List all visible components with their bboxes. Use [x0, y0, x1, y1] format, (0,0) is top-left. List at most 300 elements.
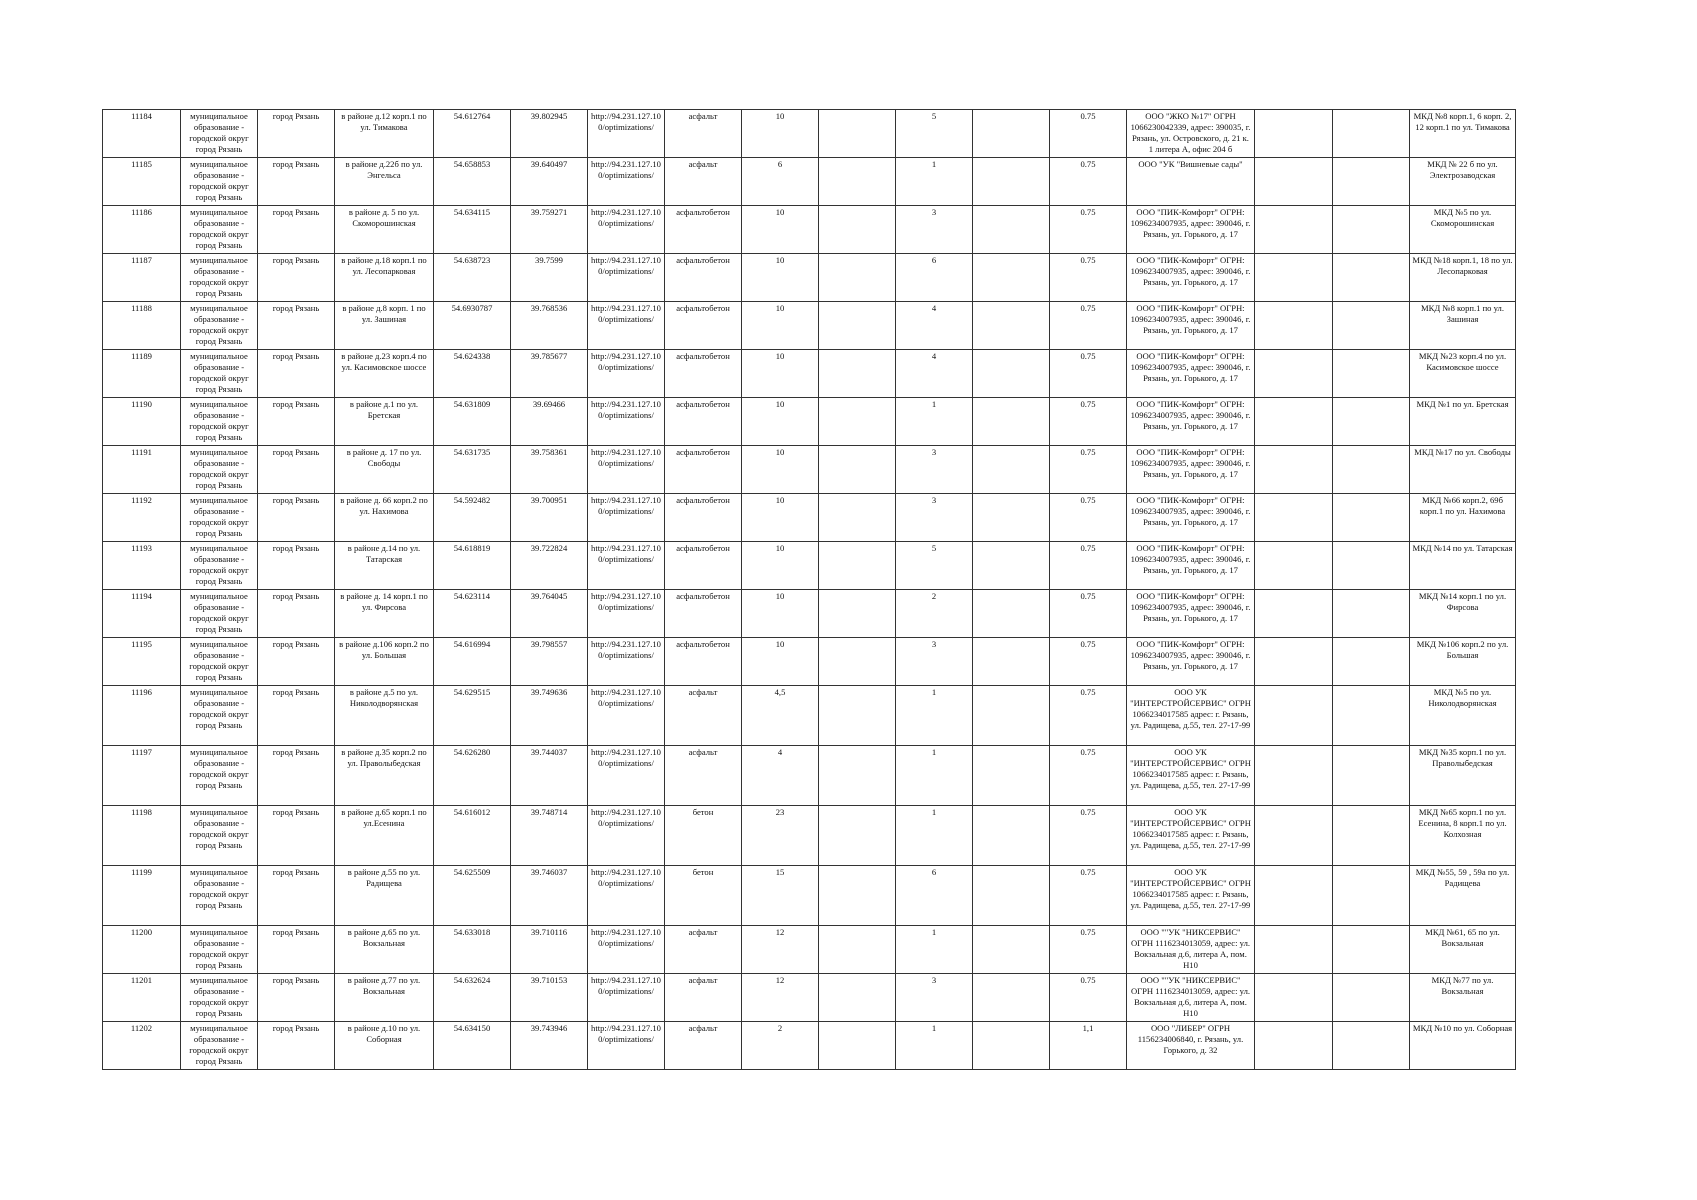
cell-location-description: в районе д.5 по ул. Николодворянская — [335, 686, 434, 746]
table-row — [103, 806, 1516, 866]
cell-col-15 — [1255, 254, 1333, 302]
cell-row-id: 11198 — [103, 806, 181, 866]
cell-longitude: 39.798557 — [511, 638, 588, 686]
cell-longitude: 39.700951 — [511, 494, 588, 542]
cell-latitude: 54.638723 — [434, 254, 511, 302]
cell-col-16 — [1333, 302, 1410, 350]
table-row — [103, 542, 1516, 590]
cell-row-id: 11192 — [103, 494, 181, 542]
cell-col-16 — [1333, 974, 1410, 1022]
cell-col-16 — [1333, 746, 1410, 806]
cell-city: город Рязань — [258, 542, 335, 590]
cell-col-12 — [973, 110, 1050, 158]
cell-container-count: 4 — [896, 302, 973, 350]
cell-container-count: 1 — [896, 158, 973, 206]
cell-map-url: http://94.231.127.10 0/optimizations/ — [588, 926, 665, 974]
cell-city: город Рязань — [258, 254, 335, 302]
cell-col-16 — [1333, 866, 1410, 926]
cell-col-15 — [1255, 974, 1333, 1022]
cell-location-description: в районе д.65 по ул. Вокзальная — [335, 926, 434, 974]
cell-col-12 — [973, 494, 1050, 542]
table-row — [103, 1022, 1516, 1070]
cell-col-12 — [973, 866, 1050, 926]
cell-city: город Рязань — [258, 806, 335, 866]
cell-location-description: в районе д.12 корп.1 по ул. Тимакова — [335, 110, 434, 158]
cell-container-count: 2 — [896, 590, 973, 638]
cell-surface-type: асфальтобетон — [665, 302, 742, 350]
cell-management-company: ООО УК "ИНТЕРСТРОЙСЕРВИС" ОГРН 1066234017585 адрес: г. Рязань, ул. Радищева, д.55, тел. 27-17-99 — [1127, 746, 1255, 806]
cell-area: 10 — [742, 398, 819, 446]
cell-col-15 — [1255, 398, 1333, 446]
cell-management-company: ООО УК "ИНТЕРСТРОЙСЕРВИС" ОГРН 1066234017585 адрес: г. Рязань, ул. Радищева, д.55, тел. 27-17-99 — [1127, 686, 1255, 746]
cell-latitude: 54.634150 — [434, 1022, 511, 1070]
cell-container-count: 1 — [896, 926, 973, 974]
cell-row-id: 11197 — [103, 746, 181, 806]
cell-map-url: http://94.231.127.10 0/optimizations/ — [588, 398, 665, 446]
cell-longitude: 39.69466 — [511, 398, 588, 446]
cell-container-count: 6 — [896, 254, 973, 302]
cell-served-buildings: МКД №23 корп.4 по ул. Касимовское шоссе — [1410, 350, 1516, 398]
cell-municipality: муниципальное образование - городской округ город Рязань — [181, 158, 258, 206]
cell-col-16 — [1333, 446, 1410, 494]
cell-col-12 — [973, 1022, 1050, 1070]
table-row — [103, 686, 1516, 746]
cell-col-15 — [1255, 302, 1333, 350]
cell-col-12 — [973, 446, 1050, 494]
cell-location-description: в районе д.1 по ул. Бретская — [335, 398, 434, 446]
cell-row-id: 11201 — [103, 974, 181, 1022]
cell-col-12 — [973, 206, 1050, 254]
cell-map-url: http://94.231.127.10 0/optimizations/ — [588, 590, 665, 638]
cell-municipality: муниципальное образование - городской округ город Рязань — [181, 446, 258, 494]
cell-col-16 — [1333, 206, 1410, 254]
cell-municipality: муниципальное образование - городской округ город Рязань — [181, 590, 258, 638]
cell-area: 12 — [742, 974, 819, 1022]
cell-location-description: в районе д.35 корп.2 по ул. Праволыбедская — [335, 746, 434, 806]
cell-city: город Рязань — [258, 1022, 335, 1070]
cell-col-12 — [973, 254, 1050, 302]
cell-row-id: 11195 — [103, 638, 181, 686]
cell-longitude: 39.759271 — [511, 206, 588, 254]
cell-location-description: в районе д.8 корп. 1 по ул. Зашиная — [335, 302, 434, 350]
cell-served-buildings: МКД №1 по ул. Бретская — [1410, 398, 1516, 446]
cell-management-company: ООО "ПИК-Комфорт" ОГРН: 1096234007935, адрес: 390046, г. Рязань, ул. Горького, д. 17 — [1127, 206, 1255, 254]
cell-col-16 — [1333, 158, 1410, 206]
cell-surface-type: асфальт — [665, 746, 742, 806]
cell-municipality: муниципальное образование - городской округ город Рязань — [181, 686, 258, 746]
table-row — [103, 638, 1516, 686]
cell-row-id: 11190 — [103, 398, 181, 446]
cell-latitude: 54.633018 — [434, 926, 511, 974]
cell-served-buildings: МКД №5 по ул. Николодворянская — [1410, 686, 1516, 746]
cell-col-10 — [819, 206, 896, 254]
cell-longitude: 39.749636 — [511, 686, 588, 746]
cell-row-id: 11185 — [103, 158, 181, 206]
cell-container-volume: 0.75 — [1050, 686, 1127, 746]
cell-col-16 — [1333, 1022, 1410, 1070]
cell-latitude: 54.658853 — [434, 158, 511, 206]
cell-col-15 — [1255, 206, 1333, 254]
cell-col-15 — [1255, 158, 1333, 206]
cell-container-volume: 0.75 — [1050, 974, 1127, 1022]
cell-longitude: 39.785677 — [511, 350, 588, 398]
cell-city: город Рязань — [258, 686, 335, 746]
cell-row-id: 11191 — [103, 446, 181, 494]
cell-col-16 — [1333, 926, 1410, 974]
cell-latitude: 54.624338 — [434, 350, 511, 398]
cell-map-url: http://94.231.127.10 0/optimizations/ — [588, 866, 665, 926]
cell-col-12 — [973, 974, 1050, 1022]
cell-container-volume: 0.75 — [1050, 926, 1127, 974]
cell-col-16 — [1333, 494, 1410, 542]
cell-municipality: муниципальное образование - городской округ город Рязань — [181, 110, 258, 158]
cell-latitude: 54.618819 — [434, 542, 511, 590]
cell-served-buildings: МКД №10 по ул. Соборная — [1410, 1022, 1516, 1070]
cell-container-volume: 0.75 — [1050, 638, 1127, 686]
cell-city: город Рязань — [258, 206, 335, 254]
cell-latitude: 54.632624 — [434, 974, 511, 1022]
cell-col-15 — [1255, 806, 1333, 866]
cell-col-15 — [1255, 638, 1333, 686]
cell-col-16 — [1333, 110, 1410, 158]
cell-city: город Рязань — [258, 866, 335, 926]
cell-area: 4 — [742, 746, 819, 806]
cell-col-16 — [1333, 590, 1410, 638]
cell-location-description: в районе д.22б по ул. Энгельса — [335, 158, 434, 206]
cell-container-volume: 0.75 — [1050, 494, 1127, 542]
cell-management-company: ООО "ПИК-Комфорт" ОГРН: 1096234007935, адрес: 390046, г. Рязань, ул. Горького, д. 17 — [1127, 494, 1255, 542]
cell-municipality: муниципальное образование - городской округ город Рязань — [181, 746, 258, 806]
cell-container-volume: 0.75 — [1050, 302, 1127, 350]
cell-map-url: http://94.231.127.10 0/optimizations/ — [588, 302, 665, 350]
cell-container-volume: 0.75 — [1050, 158, 1127, 206]
cell-col-16 — [1333, 398, 1410, 446]
cell-container-count: 4 — [896, 350, 973, 398]
cell-municipality: муниципальное образование - городской округ город Рязань — [181, 866, 258, 926]
cell-map-url: http://94.231.127.10 0/optimizations/ — [588, 446, 665, 494]
cell-latitude: 54.592482 — [434, 494, 511, 542]
cell-row-id: 11193 — [103, 542, 181, 590]
cell-municipality: муниципальное образование - городской округ город Рязань — [181, 926, 258, 974]
cell-container-volume: 1,1 — [1050, 1022, 1127, 1070]
cell-latitude: 54.616994 — [434, 638, 511, 686]
cell-col-16 — [1333, 686, 1410, 746]
cell-row-id: 11187 — [103, 254, 181, 302]
cell-served-buildings: МКД №18 корп.1, 18 по ул. Лесопарковая — [1410, 254, 1516, 302]
cell-management-company: ООО "ЛИБЕР" ОГРН 1156234006840, г. Рязань, ул. Горького, д. 32 — [1127, 1022, 1255, 1070]
cell-col-10 — [819, 590, 896, 638]
cell-col-12 — [973, 590, 1050, 638]
cell-row-id: 11188 — [103, 302, 181, 350]
cell-municipality: муниципальное образование - городской округ город Рязань — [181, 806, 258, 866]
cell-served-buildings: МКД №66 корп.2, 69б корп.1 по ул. Нахимова — [1410, 494, 1516, 542]
cell-area: 4,5 — [742, 686, 819, 746]
cell-container-count: 1 — [896, 746, 973, 806]
cell-surface-type: асфальтобетон — [665, 398, 742, 446]
cell-row-id: 11199 — [103, 866, 181, 926]
cell-served-buildings: МКД №5 по ул. Скоморошинская — [1410, 206, 1516, 254]
cell-col-15 — [1255, 1022, 1333, 1070]
cell-container-volume: 0.75 — [1050, 446, 1127, 494]
cell-map-url: http://94.231.127.10 0/optimizations/ — [588, 746, 665, 806]
table-row — [103, 494, 1516, 542]
cell-container-count: 3 — [896, 206, 973, 254]
cell-container-volume: 0.75 — [1050, 806, 1127, 866]
cell-location-description: в районе д.18 корп.1 по ул. Лесопарковая — [335, 254, 434, 302]
cell-municipality: муниципальное образование - городской округ город Рязань — [181, 254, 258, 302]
cell-latitude: 54.623114 — [434, 590, 511, 638]
cell-row-id: 11186 — [103, 206, 181, 254]
cell-served-buildings: МКД №14 по ул. Татарская — [1410, 542, 1516, 590]
cell-city: город Рязань — [258, 974, 335, 1022]
cell-area: 23 — [742, 806, 819, 866]
cell-area: 10 — [742, 254, 819, 302]
cell-col-10 — [819, 542, 896, 590]
cell-col-10 — [819, 446, 896, 494]
cell-area: 15 — [742, 866, 819, 926]
cell-col-10 — [819, 302, 896, 350]
cell-container-count: 3 — [896, 974, 973, 1022]
cell-area: 10 — [742, 638, 819, 686]
cell-surface-type: асфальтобетон — [665, 494, 742, 542]
cell-surface-type: бетон — [665, 806, 742, 866]
cell-management-company: ООО "ПИК-Комфорт" ОГРН: 1096234007935, адрес: 390046, г. Рязань, ул. Горького, д. 17 — [1127, 590, 1255, 638]
cell-col-10 — [819, 638, 896, 686]
cell-col-15 — [1255, 686, 1333, 746]
cell-latitude: 54.616012 — [434, 806, 511, 866]
cell-col-16 — [1333, 542, 1410, 590]
cell-city: город Рязань — [258, 494, 335, 542]
cell-city: город Рязань — [258, 158, 335, 206]
cell-col-12 — [973, 158, 1050, 206]
cell-served-buildings: МКД №65 корп.1 по ул. Есенина, 8 корп.1 по ул. Колхозная — [1410, 806, 1516, 866]
cell-latitude: 54.626280 — [434, 746, 511, 806]
cell-municipality: муниципальное образование - городской округ город Рязань — [181, 350, 258, 398]
cell-longitude: 39.710116 — [511, 926, 588, 974]
cell-map-url: http://94.231.127.10 0/optimizations/ — [588, 494, 665, 542]
cell-served-buildings: МКД №61, 65 по ул. Вокзальная — [1410, 926, 1516, 974]
cell-container-count: 5 — [896, 110, 973, 158]
cell-container-count: 3 — [896, 494, 973, 542]
cell-management-company: ООО ""УК "НИКСЕРВИС" ОГРН 1116234013059, адрес: ул. Вокзальная д.6, литера А, пом. Н10 — [1127, 926, 1255, 974]
cell-surface-type: асфальт — [665, 1022, 742, 1070]
cell-map-url: http://94.231.127.10 0/optimizations/ — [588, 110, 665, 158]
cell-map-url: http://94.231.127.10 0/optimizations/ — [588, 542, 665, 590]
cell-city: город Рязань — [258, 350, 335, 398]
table-row — [103, 302, 1516, 350]
cell-container-volume: 0.75 — [1050, 110, 1127, 158]
cell-col-10 — [819, 350, 896, 398]
cell-served-buildings: МКД №55, 59 , 59а по ул. Радищева — [1410, 866, 1516, 926]
cell-container-volume: 0.75 — [1050, 350, 1127, 398]
cell-col-15 — [1255, 446, 1333, 494]
cell-location-description: в районе д. 5 по ул. Скоморошинская — [335, 206, 434, 254]
cell-location-description: в районе д.65 корп.1 по ул.Есенина — [335, 806, 434, 866]
cell-surface-type: асфальтобетон — [665, 542, 742, 590]
cell-col-10 — [819, 686, 896, 746]
cell-col-10 — [819, 926, 896, 974]
cell-col-12 — [973, 638, 1050, 686]
cell-longitude: 39.746037 — [511, 866, 588, 926]
cell-city: город Рязань — [258, 446, 335, 494]
cell-col-12 — [973, 398, 1050, 446]
cell-row-id: 11196 — [103, 686, 181, 746]
cell-latitude: 54.6930787 — [434, 302, 511, 350]
cell-container-volume: 0.75 — [1050, 398, 1127, 446]
cell-municipality: муниципальное образование - городской округ город Рязань — [181, 542, 258, 590]
cell-container-count: 6 — [896, 866, 973, 926]
cell-management-company: ООО "ПИК-Комфорт" ОГРН: 1096234007935, адрес: 390046, г. Рязань, ул. Горького, д. 17 — [1127, 398, 1255, 446]
cell-longitude: 39.640497 — [511, 158, 588, 206]
cell-city: город Рязань — [258, 302, 335, 350]
cell-management-company: ООО УК "ИНТЕРСТРОЙСЕРВИС" ОГРН 1066234017585 адрес: г. Рязань, ул. Радищева, д.55, тел. 27-17-99 — [1127, 806, 1255, 866]
cell-row-id: 11184 — [103, 110, 181, 158]
cell-longitude: 39.710153 — [511, 974, 588, 1022]
cell-municipality: муниципальное образование - городской округ город Рязань — [181, 1022, 258, 1070]
cell-longitude: 39.764045 — [511, 590, 588, 638]
table-row — [103, 398, 1516, 446]
cell-location-description: в районе д.106 корп.2 по ул. Большая — [335, 638, 434, 686]
cell-longitude: 39.743946 — [511, 1022, 588, 1070]
cell-city: город Рязань — [258, 638, 335, 686]
cell-served-buildings: МКД №77 по ул. Вокзальная — [1410, 974, 1516, 1022]
cell-served-buildings: МКД № 22 б по ул. Электрозаводская — [1410, 158, 1516, 206]
cell-container-count: 1 — [896, 686, 973, 746]
table-row — [103, 746, 1516, 806]
cell-area: 10 — [742, 542, 819, 590]
cell-container-volume: 0.75 — [1050, 206, 1127, 254]
cell-map-url: http://94.231.127.10 0/optimizations/ — [588, 686, 665, 746]
cell-col-10 — [819, 254, 896, 302]
cell-city: город Рязань — [258, 746, 335, 806]
cell-city: город Рязань — [258, 590, 335, 638]
cell-container-count: 1 — [896, 806, 973, 866]
cell-surface-type: асфальт — [665, 926, 742, 974]
cell-longitude: 39.7599 — [511, 254, 588, 302]
cell-col-10 — [819, 746, 896, 806]
cell-container-volume: 0.75 — [1050, 866, 1127, 926]
cell-surface-type: асфальтобетон — [665, 254, 742, 302]
table-body — [103, 110, 1516, 1070]
table-row — [103, 110, 1516, 158]
cell-col-16 — [1333, 350, 1410, 398]
cell-map-url: http://94.231.127.10 0/optimizations/ — [588, 806, 665, 866]
cell-municipality: муниципальное образование - городской округ город Рязань — [181, 494, 258, 542]
cell-surface-type: асфальт — [665, 158, 742, 206]
cell-area: 10 — [742, 350, 819, 398]
cell-longitude: 39.722824 — [511, 542, 588, 590]
cell-city: город Рязань — [258, 398, 335, 446]
cell-container-count: 1 — [896, 398, 973, 446]
cell-area: 10 — [742, 206, 819, 254]
cell-city: город Рязань — [258, 926, 335, 974]
cell-area: 10 — [742, 302, 819, 350]
cell-col-12 — [973, 746, 1050, 806]
cell-map-url: http://94.231.127.10 0/optimizations/ — [588, 1022, 665, 1070]
cell-col-15 — [1255, 350, 1333, 398]
cell-col-15 — [1255, 590, 1333, 638]
cell-location-description: в районе д. 17 по ул. Свободы — [335, 446, 434, 494]
table-row — [103, 254, 1516, 302]
cell-col-12 — [973, 686, 1050, 746]
cell-surface-type: асфальтобетон — [665, 446, 742, 494]
cell-municipality: муниципальное образование - городской округ город Рязань — [181, 974, 258, 1022]
cell-latitude: 54.631809 — [434, 398, 511, 446]
cell-served-buildings: МКД №8 корп.1 по ул. Зашиная — [1410, 302, 1516, 350]
cell-served-buildings: МКД №14 корп.1 по ул. Фирсова — [1410, 590, 1516, 638]
table-row — [103, 866, 1516, 926]
cell-management-company: ООО "УК "Вишневые сады" — [1127, 158, 1255, 206]
cell-col-15 — [1255, 746, 1333, 806]
cell-col-16 — [1333, 806, 1410, 866]
cell-area: 10 — [742, 110, 819, 158]
cell-col-15 — [1255, 926, 1333, 974]
cell-surface-type: асфальтобетон — [665, 638, 742, 686]
cell-longitude: 39.802945 — [511, 110, 588, 158]
cell-row-id: 11200 — [103, 926, 181, 974]
cell-map-url: http://94.231.127.10 0/optimizations/ — [588, 254, 665, 302]
table-row — [103, 446, 1516, 494]
cell-location-description: в районе д.10 по ул. Соборная — [335, 1022, 434, 1070]
cell-row-id: 11189 — [103, 350, 181, 398]
container-sites-table — [102, 109, 1516, 1070]
table-row — [103, 590, 1516, 638]
cell-container-count: 1 — [896, 1022, 973, 1070]
cell-col-12 — [973, 302, 1050, 350]
cell-surface-type: бетон — [665, 866, 742, 926]
cell-location-description: в районе д.77 по ул. Вокзальная — [335, 974, 434, 1022]
table-row — [103, 350, 1516, 398]
cell-col-10 — [819, 110, 896, 158]
cell-management-company: ООО "ПИК-Комфорт" ОГРН: 1096234007935, адрес: 390046, г. Рязань, ул. Горького, д. 17 — [1127, 302, 1255, 350]
cell-city: город Рязань — [258, 110, 335, 158]
cell-col-10 — [819, 866, 896, 926]
cell-latitude: 54.612764 — [434, 110, 511, 158]
cell-surface-type: асфальт — [665, 974, 742, 1022]
cell-surface-type: асфальт — [665, 686, 742, 746]
cell-management-company: ООО "ПИК-Комфорт" ОГРН: 1096234007935, адрес: 390046, г. Рязань, ул. Горького, д. 17 — [1127, 254, 1255, 302]
cell-served-buildings: МКД №106 корп.2 по ул. Большая — [1410, 638, 1516, 686]
cell-row-id: 11202 — [103, 1022, 181, 1070]
cell-col-15 — [1255, 866, 1333, 926]
cell-municipality: муниципальное образование - городской округ город Рязань — [181, 302, 258, 350]
cell-container-volume: 0.75 — [1050, 254, 1127, 302]
cell-area: 12 — [742, 926, 819, 974]
cell-longitude: 39.744037 — [511, 746, 588, 806]
cell-container-count: 3 — [896, 446, 973, 494]
cell-col-15 — [1255, 494, 1333, 542]
cell-map-url: http://94.231.127.10 0/optimizations/ — [588, 638, 665, 686]
cell-surface-type: асфальт — [665, 110, 742, 158]
cell-area: 10 — [742, 590, 819, 638]
cell-surface-type: асфальтобетон — [665, 590, 742, 638]
cell-area: 6 — [742, 158, 819, 206]
cell-management-company: ООО ""УК "НИКСЕРВИС" ОГРН 1116234013059, адрес: ул. Вокзальная д.6, литера А, пом. Н10 — [1127, 974, 1255, 1022]
cell-col-12 — [973, 350, 1050, 398]
cell-col-12 — [973, 926, 1050, 974]
cell-col-10 — [819, 806, 896, 866]
cell-col-16 — [1333, 638, 1410, 686]
cell-container-volume: 0.75 — [1050, 590, 1127, 638]
cell-surface-type: асфальтобетон — [665, 206, 742, 254]
registry-table-page — [102, 109, 1513, 1070]
cell-management-company: ООО "ПИК-Комфорт" ОГРН: 1096234007935, адрес: 390046, г. Рязань, ул. Горького, д. 17 — [1127, 638, 1255, 686]
cell-latitude: 54.625509 — [434, 866, 511, 926]
cell-management-company: ООО "ЖКО №17" ОГРН 1066230042339, адрес: 390035, г. Рязань, ул. Островского, д. 21 к. 1 литера А, офис 204 б — [1127, 110, 1255, 158]
cell-location-description: в районе д.55 по ул. Радищева — [335, 866, 434, 926]
cell-container-count: 5 — [896, 542, 973, 590]
cell-location-description: в районе д.14 по ул. Татарская — [335, 542, 434, 590]
